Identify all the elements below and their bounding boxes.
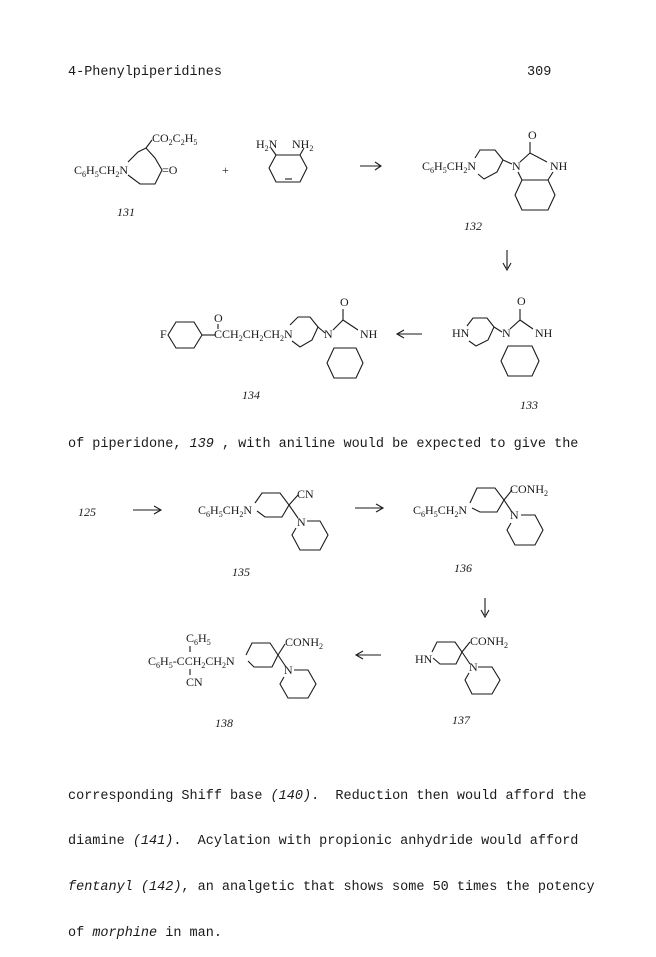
svg-text:F: F [160, 327, 167, 341]
reaction-scheme-2 [0, 460, 656, 750]
compound-131-structure [74, 131, 197, 184]
svg-text:NH: NH [360, 327, 378, 341]
label-138: 138 [215, 716, 233, 730]
svg-text:CONH2: $CONH_2$ [285, 635, 324, 651]
svg-text:HN: HN [415, 652, 433, 666]
svg-text:C6H5CH2N: $C_6H_5CH_2N$ [422, 159, 477, 175]
svg-text:C6H5CH2N: $C_6H_5CH_2N$ [74, 163, 129, 179]
text-line-2: diamine (141). Acylation with propionic anhydride would afford [68, 834, 579, 850]
o-phenylenediamine-structure [256, 137, 313, 182]
label-136: 136 [454, 561, 472, 575]
label-137: 137 [452, 713, 470, 727]
compound-132-structure [422, 128, 568, 210]
svg-text:HN: HN [452, 326, 470, 340]
svg-text:N: N [284, 663, 293, 677]
svg-text:N: N [510, 508, 519, 522]
svg-text:CO2C2H5: $CO_2C_2H_5$ [152, 131, 198, 147]
compound-136-structure [413, 482, 548, 545]
plus-sign: + [222, 163, 229, 177]
paragraph-1: of piperidone, 139 , with aniline would be expected to give the [68, 437, 579, 452]
label-132: 132 [464, 219, 482, 233]
svg-text:N: N [469, 660, 478, 674]
svg-text:NH: NH [550, 159, 568, 173]
text-line-4: of morphine in man. [68, 926, 222, 942]
svg-text:N: N [324, 327, 333, 341]
svg-text:CN: CN [297, 487, 314, 501]
reaction-scheme-1 [0, 0, 656, 420]
compound-134-structure [160, 295, 378, 378]
svg-text:C6H5: $C_6H_5$ [186, 631, 211, 647]
text-line-3: fentanyl (142), an analgetic that shows some 50 times the potency [68, 880, 595, 896]
svg-text:N: N [502, 326, 511, 340]
svg-text:C6H5CH2N: $C_6H_5CH_2N$ [198, 503, 253, 519]
svg-text:125: 125 [78, 505, 96, 519]
svg-text:C6H5-CCH2CH2N: $C_6H_5-CCH_2CH_2N$ [148, 654, 235, 670]
svg-text:=O: =O [162, 163, 178, 177]
compound-133-structure [452, 294, 553, 376]
svg-text:CN: CN [186, 675, 203, 689]
label-131: 131 [117, 205, 135, 219]
page-number: 309 [527, 65, 552, 80]
svg-text:O: O [528, 128, 537, 142]
paragraph-2 [68, 758, 595, 957]
svg-text:NH2: $NH_2$ [292, 137, 314, 153]
svg-text:N: N [297, 515, 306, 529]
svg-text:CONH2: $CONH_2$ [470, 634, 509, 650]
ref-139: 139 [189, 437, 214, 452]
running-title: 4-Phenylpiperidines [68, 65, 222, 80]
svg-text:N: N [512, 159, 521, 173]
svg-text:O: O [340, 295, 349, 309]
compound-138-structure [148, 631, 323, 698]
svg-text:CCH2CH2CH2N: $CCH_2CH_2CH_2N$ [214, 327, 293, 343]
label-135: 135 [232, 565, 250, 579]
svg-text:H2N: $H_2N$ [256, 137, 278, 153]
compound-137-structure [415, 634, 508, 694]
svg-text:C6H5CH2N: $C_6H_5CH_2N$ [413, 503, 468, 519]
label-134: 134 [242, 388, 260, 402]
text-line-1: corresponding Shiff base (140). Reduction then would afford the [68, 788, 587, 804]
compound-135-structure [198, 487, 328, 550]
svg-text:CONH2: $CONH_2$ [510, 482, 549, 498]
svg-text:O: O [214, 311, 223, 325]
svg-text:NH: NH [535, 326, 553, 340]
label-133: 133 [520, 398, 538, 412]
svg-text:O: O [517, 294, 526, 308]
